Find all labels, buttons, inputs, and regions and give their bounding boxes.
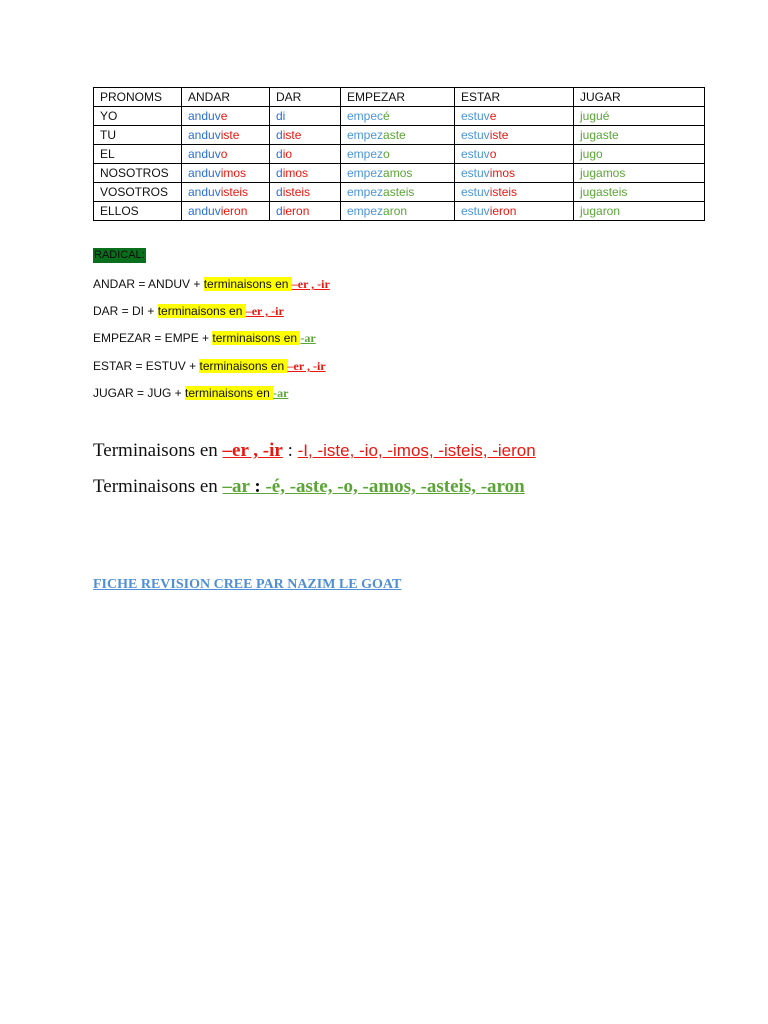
pronoun-cell: NOSOTROS xyxy=(94,164,182,183)
verb-ending: amos xyxy=(596,166,626,180)
verb-stem: estuv xyxy=(461,185,490,199)
rule-ending: –er , -ir xyxy=(291,277,330,291)
verb-ending: amos xyxy=(383,166,413,180)
table-header-row xyxy=(94,88,705,107)
conjugation-cell-andar xyxy=(182,183,270,202)
rule-ending: -ar xyxy=(300,331,316,345)
verb-stem: di xyxy=(276,109,286,123)
radical-label: RADICAL: xyxy=(94,249,145,261)
verb-stem: d xyxy=(276,147,283,161)
conjugation-cell-dar xyxy=(270,183,341,202)
verb-ending: ieron xyxy=(220,204,248,218)
radical-rule xyxy=(93,358,326,374)
header-jugar: JUGAR xyxy=(574,88,705,107)
verb-stem: anduv xyxy=(188,185,221,199)
verb-stem: anduv xyxy=(188,109,221,123)
verb-ending: io xyxy=(282,147,293,161)
conjugation-cell-estar xyxy=(455,202,574,221)
verb-stem: jug xyxy=(580,204,597,218)
verb-stem: anduv xyxy=(188,128,221,142)
verb-ending: isteis xyxy=(489,185,518,199)
pronoun-cell: YO xyxy=(94,107,182,126)
verb-ending: o xyxy=(383,147,390,161)
verb-stem: empez xyxy=(347,185,384,199)
rule-ending: -ar xyxy=(273,386,289,400)
verb-ending: imos xyxy=(220,166,247,180)
conjugation-cell-empezar xyxy=(341,164,455,183)
conjugation-cell-andar xyxy=(182,164,270,183)
conjugation-cell-jugar xyxy=(574,107,705,126)
verb-stem: empez xyxy=(347,166,384,180)
radical-rule xyxy=(93,385,288,401)
radical-rule xyxy=(93,303,284,319)
conjugation-cell-estar xyxy=(455,126,574,145)
endings-lead: Terminaisons en xyxy=(93,476,223,497)
verb-ending: iste xyxy=(282,128,302,142)
table-row xyxy=(94,126,705,145)
verb-ending: aste xyxy=(383,128,406,142)
verb-stem: d xyxy=(276,128,283,142)
endings-list: -é, -aste, -o, -amos, -asteis, -aron xyxy=(265,476,525,497)
verb-ending: ieron xyxy=(282,204,310,218)
verb-ending: e xyxy=(220,109,228,123)
rule-prefix: EMPEZAR = EMPE + xyxy=(93,331,213,345)
verb-stem: anduv xyxy=(188,204,221,218)
verb-ending: é xyxy=(602,109,610,123)
conjugation-cell-andar xyxy=(182,202,270,221)
rule-highlight: terminaisons en xyxy=(203,277,292,291)
verb-ending: isteis xyxy=(220,185,249,199)
verb-ending: ieron xyxy=(489,204,517,218)
radical-rule xyxy=(93,276,330,292)
verb-stem: estuv xyxy=(461,128,490,142)
conjugation-cell-jugar xyxy=(574,183,705,202)
header-dar: DAR xyxy=(270,88,341,107)
endings-line xyxy=(93,476,525,498)
rule-prefix: JUGAR = JUG + xyxy=(93,386,186,400)
conjugation-cell-empezar xyxy=(341,126,455,145)
verb-stem: empez xyxy=(347,204,384,218)
verb-ending: o xyxy=(596,147,603,161)
pronoun-cell: VOSOTROS xyxy=(94,183,182,202)
verb-stem: jug xyxy=(580,166,597,180)
verb-stem: empec xyxy=(347,109,384,123)
endings-group: –ar xyxy=(222,476,250,497)
verb-ending: imos xyxy=(282,166,309,180)
conjugation-cell-dar xyxy=(270,107,341,126)
verb-stem: jug xyxy=(580,185,597,199)
conjugation-cell-dar xyxy=(270,126,341,145)
rule-ending: –er , -ir xyxy=(287,359,326,373)
conjugation-cell-estar xyxy=(455,183,574,202)
conjugation-cell-dar xyxy=(270,164,341,183)
header-andar: ANDAR xyxy=(182,88,270,107)
verb-ending: imos xyxy=(489,166,516,180)
pronoun-cell: ELLOS xyxy=(94,202,182,221)
verb-ending: asteis xyxy=(596,185,628,199)
conjugation-cell-jugar xyxy=(574,202,705,221)
verb-ending: e xyxy=(489,109,497,123)
conjugation-cell-andar xyxy=(182,126,270,145)
table-row xyxy=(94,183,705,202)
verb-stem: jugu xyxy=(580,109,603,123)
verb-ending: aron xyxy=(596,204,621,218)
verb-ending: isteis xyxy=(282,185,311,199)
verb-ending: o xyxy=(489,147,497,161)
verb-stem: jug xyxy=(580,128,597,142)
pronoun-cell: TU xyxy=(94,126,182,145)
header-empezar: EMPEZAR xyxy=(341,88,455,107)
verb-stem: d xyxy=(276,204,283,218)
table-row xyxy=(94,145,705,164)
conjugation-cell-empezar xyxy=(341,107,455,126)
rule-ending: –er , -ir xyxy=(245,304,284,318)
conjugation-cell-estar xyxy=(455,164,574,183)
verb-ending: aron xyxy=(383,204,408,218)
conjugation-cell-estar xyxy=(455,107,574,126)
verb-stem: d xyxy=(276,185,283,199)
verb-stem: jug xyxy=(580,147,597,161)
table-row xyxy=(94,107,705,126)
conjugation-cell-empezar xyxy=(341,202,455,221)
conjugation-cell-dar xyxy=(270,145,341,164)
verb-stem: d xyxy=(276,166,283,180)
endings-line xyxy=(93,440,536,462)
rule-highlight: terminaisons en xyxy=(185,386,274,400)
verb-stem: empez xyxy=(347,128,384,142)
endings-group: –er , -ir xyxy=(222,440,283,461)
footer-credit[interactable]: FICHE REVISION CREE PAR NAZIM LE GOAT xyxy=(93,577,402,592)
table-row xyxy=(94,164,705,183)
conjugation-cell-empezar xyxy=(341,183,455,202)
conjugation-cell-andar xyxy=(182,107,270,126)
rule-prefix: ANDAR = ANDUV + xyxy=(93,277,204,291)
rule-highlight: terminaisons en xyxy=(199,359,288,373)
verb-ending: é xyxy=(383,109,390,123)
verb-stem: anduv xyxy=(188,147,221,161)
verb-stem: estuv xyxy=(461,109,490,123)
header-estar: ESTAR xyxy=(455,88,574,107)
verb-stem: estuv xyxy=(461,166,490,180)
verb-stem: anduv xyxy=(188,166,221,180)
conjugation-cell-jugar xyxy=(574,145,705,164)
verb-ending: asteis xyxy=(383,185,415,199)
endings-separator: : xyxy=(249,476,266,497)
rule-prefix: ESTAR = ESTUV + xyxy=(93,359,200,373)
table-row xyxy=(94,202,705,221)
conjugation-cell-andar xyxy=(182,145,270,164)
endings-separator: : xyxy=(282,440,298,461)
verb-ending: o xyxy=(220,147,228,161)
header-pronoms: PRONOMS xyxy=(94,88,182,107)
conjugation-table xyxy=(93,87,705,221)
verb-stem: estuv xyxy=(461,204,490,218)
rule-prefix: DAR = DI + xyxy=(93,304,158,318)
rule-highlight: terminaisons en xyxy=(157,304,246,318)
verb-ending: aste xyxy=(596,128,619,142)
pronoun-cell: EL xyxy=(94,145,182,164)
verb-ending: iste xyxy=(489,128,509,142)
verb-stem: estuv xyxy=(461,147,490,161)
conjugation-cell-dar xyxy=(270,202,341,221)
verb-ending: iste xyxy=(220,128,240,142)
rule-highlight: terminaisons en xyxy=(212,331,301,345)
conjugation-cell-empezar xyxy=(341,145,455,164)
endings-lead: Terminaisons en xyxy=(93,440,223,461)
conjugation-cell-jugar xyxy=(574,164,705,183)
radical-rule xyxy=(93,330,316,346)
verb-stem: empez xyxy=(347,147,384,161)
conjugation-cell-jugar xyxy=(574,126,705,145)
endings-list: -I, -iste, -io, -imos, -isteis, -ieron xyxy=(297,441,536,460)
conjugation-cell-estar xyxy=(455,145,574,164)
